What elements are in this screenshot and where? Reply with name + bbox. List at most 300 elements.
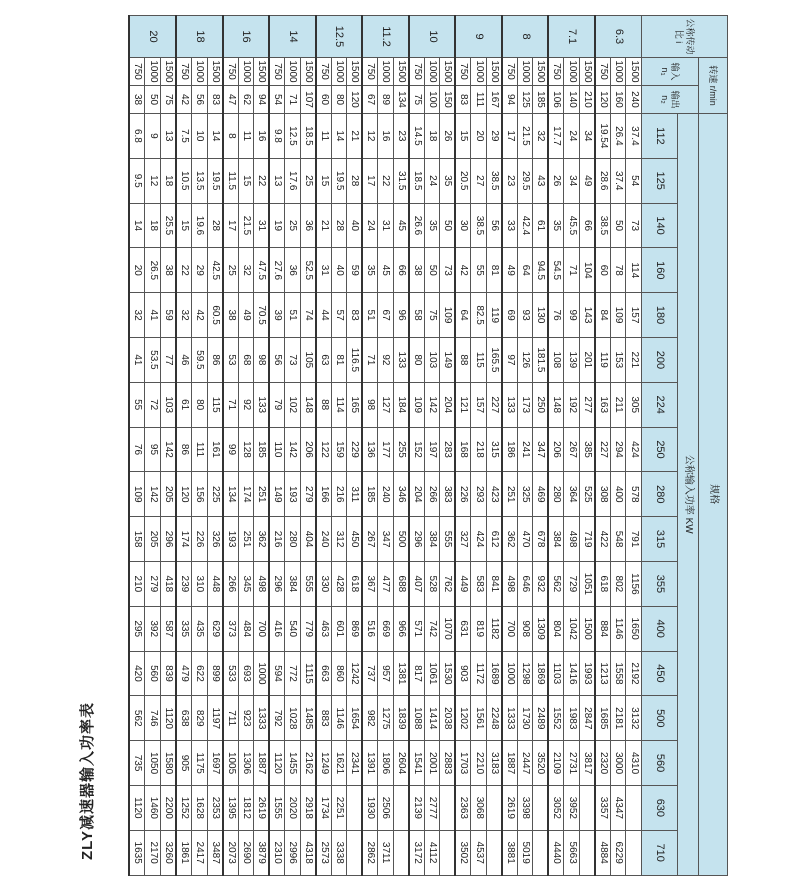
output-speed-cell: 54 — [269, 86, 285, 114]
power-cell: 174 — [176, 517, 192, 562]
power-cell: 15 — [238, 158, 254, 203]
table-row — [269, 16, 285, 876]
power-cell: 23 — [502, 158, 518, 203]
power-cell: 12.5 — [285, 114, 301, 159]
power-cell: 700 — [254, 606, 270, 651]
power-cell: 1252 — [176, 785, 192, 830]
output-speed-cell: 56 — [192, 86, 208, 114]
power-cell: 32 — [533, 114, 549, 159]
power-cell: 479 — [176, 651, 192, 696]
power-cell: 25.5 — [161, 203, 177, 248]
power-cell: 2573 — [316, 830, 332, 875]
power-cell: 161 — [207, 427, 223, 472]
power-cell: 60 — [595, 248, 611, 293]
power-cell: 46 — [176, 338, 192, 383]
power-cell: 3068 — [471, 785, 487, 830]
power-cell: 26.6 — [409, 203, 425, 248]
power-cell: 88 — [316, 382, 332, 427]
power-cell: 1156 — [626, 561, 642, 606]
power-cell: 22 — [254, 158, 270, 203]
power-cell: 56 — [269, 338, 285, 383]
power-cell: 470 — [517, 517, 533, 562]
power-cell: 1120 — [161, 696, 177, 741]
output-speed-cell: 185 — [533, 86, 549, 114]
power-cell: 578 — [626, 472, 642, 517]
power-cell: 24 — [564, 114, 580, 159]
power-cell: 500 — [393, 517, 409, 562]
power-cell: 66 — [393, 248, 409, 293]
size-header-500: 500 — [642, 696, 678, 741]
power-cell: 3502 — [455, 830, 471, 875]
power-cell: 404 — [300, 517, 316, 562]
power-cell: 227 — [595, 427, 611, 472]
output-speed-cell: 94 — [254, 86, 270, 114]
power-cell: 1306 — [238, 741, 254, 786]
power-cell: 114 — [331, 382, 347, 427]
output-speed-cell: 134 — [393, 86, 409, 114]
power-cell — [579, 830, 595, 875]
power-cell: 19.5 — [331, 158, 347, 203]
output-speed-cell: 47 — [223, 86, 239, 114]
power-cell: 899 — [207, 651, 223, 696]
power-cell: 152 — [409, 427, 425, 472]
header-output: 输出 n₂ — [642, 86, 699, 114]
power-cell: 923 — [238, 696, 254, 741]
power-cell: 116.5 — [347, 338, 363, 383]
power-cell: 73 — [626, 203, 642, 248]
power-cell: 294 — [610, 427, 626, 472]
power-cell: 69 — [502, 293, 518, 338]
power-cell: 41 — [145, 293, 161, 338]
size-header-450: 450 — [642, 651, 678, 696]
power-cell: 839 — [161, 651, 177, 696]
power-table-container — [128, 15, 728, 875]
power-cell: 2181 — [610, 696, 626, 741]
output-speed-cell: 38 — [129, 86, 145, 114]
power-cell: 83 — [347, 293, 363, 338]
power-cell: 57 — [331, 293, 347, 338]
power-cell: 2619 — [502, 785, 518, 830]
power-cell: 42.4 — [517, 203, 533, 248]
power-cell: 737 — [362, 651, 378, 696]
power-cell: 2001 — [424, 741, 440, 786]
input-speed-cell: 1000 — [378, 58, 394, 86]
power-cell: 267 — [564, 427, 580, 472]
power-cell: 29 — [192, 248, 208, 293]
power-cell: 251 — [502, 472, 518, 517]
power-cell: 362 — [254, 517, 270, 562]
power-cell: 525 — [579, 472, 595, 517]
power-cell: 2310 — [269, 830, 285, 875]
power-cell: 35 — [548, 203, 564, 248]
power-cell: 22 — [378, 158, 394, 203]
power-cell: 148 — [548, 382, 564, 427]
power-cell: 26 — [548, 158, 564, 203]
power-cell: 38.5 — [595, 203, 611, 248]
size-header-355: 355 — [642, 561, 678, 606]
power-cell: 2777 — [424, 785, 440, 830]
input-speed-cell: 750 — [409, 58, 425, 86]
power-cell: 392 — [145, 606, 161, 651]
power-cell: 4440 — [548, 830, 564, 875]
output-speed-cell: 94 — [502, 86, 518, 114]
power-cell: 817 — [409, 651, 425, 696]
power-cell: 1697 — [207, 741, 223, 786]
power-cell: 1175 — [192, 741, 208, 786]
power-cell: 49 — [502, 248, 518, 293]
power-cell — [533, 830, 549, 875]
power-cell: 1580 — [161, 741, 177, 786]
power-cell: 29.5 — [517, 158, 533, 203]
power-cell: 418 — [161, 561, 177, 606]
power-cell: 612 — [486, 517, 502, 562]
power-cell: 51 — [362, 293, 378, 338]
power-cell: 2251 — [331, 785, 347, 830]
power-cell: 53 — [223, 338, 239, 383]
power-cell: 860 — [331, 651, 347, 696]
power-cell: 8 — [223, 114, 239, 159]
power-cell: 12 — [145, 158, 161, 203]
power-cell: 92 — [238, 382, 254, 427]
power-cell: 110 — [269, 427, 285, 472]
power-cell: 35 — [440, 158, 456, 203]
power-cell: 226 — [455, 472, 471, 517]
power-cell: 345 — [238, 561, 254, 606]
power-cell: 98 — [254, 338, 270, 383]
power-cell: 11 — [238, 114, 254, 159]
power-cell: 148 — [300, 382, 316, 427]
power-cell: 1460 — [145, 785, 161, 830]
power-cell: 296 — [269, 561, 285, 606]
power-cell: 50 — [610, 203, 626, 248]
power-cell: 4347 — [610, 785, 626, 830]
power-cell: 31 — [316, 248, 332, 293]
power-cell: 1103 — [548, 651, 564, 696]
power-cell: 9.5 — [129, 158, 145, 203]
input-speed-cell: 1500 — [347, 58, 363, 86]
power-cell: 2353 — [207, 785, 223, 830]
power-cell: 28 — [331, 203, 347, 248]
power-cell: 38 — [161, 248, 177, 293]
power-cell: 21 — [347, 114, 363, 159]
table-row — [129, 16, 145, 876]
power-cell: 283 — [440, 427, 456, 472]
power-cell: 385 — [579, 427, 595, 472]
power-cell: 13 — [269, 158, 285, 203]
power-cell: 1395 — [223, 785, 239, 830]
power-cell: 10 — [192, 114, 208, 159]
output-speed-cell: 71 — [285, 86, 301, 114]
power-cell: 17 — [362, 158, 378, 203]
power-cell: 54.5 — [548, 248, 564, 293]
power-cell: 115 — [471, 338, 487, 383]
input-speed-cell: 1000 — [424, 58, 440, 86]
input-speed-cell: 1000 — [471, 58, 487, 86]
power-cell: 42 — [192, 293, 208, 338]
power-cell: 15 — [455, 114, 471, 159]
power-cell: 67 — [378, 293, 394, 338]
power-cell: 31 — [254, 203, 270, 248]
power-cell: 142 — [424, 382, 440, 427]
power-cell: 2341 — [347, 741, 363, 786]
input-speed-cell: 750 — [129, 58, 145, 86]
power-cell: 2248 — [486, 696, 502, 741]
power-cell: 32 — [238, 248, 254, 293]
size-header-630: 630 — [642, 785, 678, 830]
power-cell: 498 — [564, 517, 580, 562]
power-cell: 11 — [316, 114, 332, 159]
power-cell: 109 — [440, 293, 456, 338]
power-cell: 128 — [238, 427, 254, 472]
power-cell: 719 — [579, 517, 595, 562]
power-cell — [533, 785, 549, 830]
power-cell: 108 — [548, 338, 564, 383]
power-cell: 192 — [564, 382, 580, 427]
power-cell: 63 — [316, 338, 332, 383]
size-header-160: 160 — [642, 248, 678, 293]
output-speed-cell: 83 — [455, 86, 471, 114]
power-cell: 39 — [269, 293, 285, 338]
power-cell: 71 — [362, 338, 378, 383]
power-cell: 3357 — [595, 785, 611, 830]
power-cell: 1381 — [393, 651, 409, 696]
power-cell: 81 — [331, 338, 347, 383]
power-cell: 26.5 — [145, 248, 161, 293]
power-cell: 73 — [285, 338, 301, 383]
power-cell: 279 — [300, 472, 316, 517]
power-cell: 241 — [517, 427, 533, 472]
power-cell: 204 — [440, 382, 456, 427]
power-cell: 416 — [269, 606, 285, 651]
power-cell: 1869 — [533, 651, 549, 696]
table-row — [564, 16, 580, 876]
power-cell: 729 — [564, 561, 580, 606]
power-cell: 240 — [316, 517, 332, 562]
size-header-140: 140 — [642, 203, 678, 248]
input-speed-cell: 1500 — [300, 58, 316, 86]
power-cell: 184 — [393, 382, 409, 427]
power-cell: 28.6 — [595, 158, 611, 203]
power-cell: 4537 — [471, 830, 487, 875]
power-cell: 688 — [393, 561, 409, 606]
power-cell: 1887 — [254, 741, 270, 786]
power-cell: 23 — [393, 114, 409, 159]
power-cell: 296 — [161, 517, 177, 562]
header-input: 输入 n₁ — [642, 58, 699, 86]
input-speed-cell: 750 — [455, 58, 471, 86]
power-cell: 226 — [192, 517, 208, 562]
power-cell: 762 — [440, 561, 456, 606]
table-row — [238, 16, 254, 876]
power-cell: 193 — [285, 472, 301, 517]
ratio-cell: 18 — [176, 16, 223, 58]
power-cell: 1042 — [564, 606, 580, 651]
power-cell: 43 — [533, 158, 549, 203]
power-cell: 109 — [610, 293, 626, 338]
power-cell: 55 — [129, 382, 145, 427]
power-cell: 25 — [223, 248, 239, 293]
power-cell: 177 — [378, 427, 394, 472]
power-cell: 239 — [176, 561, 192, 606]
power-cell: 30 — [455, 203, 471, 248]
power-cell: 4318 — [300, 830, 316, 875]
power-cell: 528 — [424, 561, 440, 606]
ratio-cell: 8 — [502, 16, 549, 58]
power-cell: 587 — [161, 606, 177, 651]
power-cell: 99 — [223, 427, 239, 472]
power-cell: 310 — [192, 561, 208, 606]
power-cell: 1730 — [517, 696, 533, 741]
power-cell: 791 — [626, 517, 642, 562]
power-cell: 17.7 — [548, 114, 564, 159]
power-cell: 157 — [471, 382, 487, 427]
power-cell: 2619 — [254, 785, 270, 830]
power-cell: 449 — [455, 561, 471, 606]
power-cell: 197 — [424, 427, 440, 472]
ratio-cell: 7.1 — [548, 16, 595, 58]
power-cell: 20.5 — [455, 158, 471, 203]
size-header-250: 250 — [642, 427, 678, 472]
output-speed-cell: 160 — [610, 86, 626, 114]
power-cell: 362 — [502, 517, 518, 562]
power-cell: 71 — [223, 382, 239, 427]
power-cell: 88 — [455, 338, 471, 383]
power-cell: 24 — [362, 203, 378, 248]
output-speed-cell: 120 — [347, 86, 363, 114]
output-speed-cell: 42 — [176, 86, 192, 114]
power-cell: 64 — [455, 293, 471, 338]
power-cell: 280 — [285, 517, 301, 562]
table-row — [378, 16, 394, 876]
power-cell: 594 — [269, 651, 285, 696]
power-cell: 19.5 — [207, 158, 223, 203]
power-cell: 120 — [176, 472, 192, 517]
power-cell: 1061 — [424, 651, 440, 696]
power-cell: 34 — [564, 158, 580, 203]
power-cell: 2918 — [300, 785, 316, 830]
power-cell: 1028 — [285, 696, 301, 741]
ratio-cell: 10 — [409, 16, 456, 58]
power-cell: 3398 — [517, 785, 533, 830]
power-cell: 60.5 — [207, 293, 223, 338]
power-cell: 435 — [192, 606, 208, 651]
power-cell: 4884 — [595, 830, 611, 875]
power-cell: 1839 — [393, 696, 409, 741]
output-speed-cell: 111 — [471, 86, 487, 114]
power-cell: 142 — [285, 427, 301, 472]
power-cell: 86 — [176, 427, 192, 472]
power-cell: 1703 — [455, 741, 471, 786]
power-cell: 3260 — [161, 830, 177, 875]
power-cell: 315 — [486, 427, 502, 472]
power-cell: 1309 — [533, 606, 549, 651]
power-cell: 2690 — [238, 830, 254, 875]
power-cell: 45 — [378, 248, 394, 293]
power-cell: 181.5 — [533, 338, 549, 383]
power-cell: 15 — [316, 158, 332, 203]
output-speed-cell: 50 — [145, 86, 161, 114]
power-cell: 18.5 — [409, 158, 425, 203]
power-cell: 25 — [285, 203, 301, 248]
power-cell: 210 — [129, 561, 145, 606]
power-cell: 44 — [316, 293, 332, 338]
input-speed-cell: 1000 — [238, 58, 254, 86]
input-speed-cell: 750 — [595, 58, 611, 86]
power-cell: 20 — [129, 248, 145, 293]
table-row — [471, 16, 487, 876]
power-cell: 36 — [300, 203, 316, 248]
power-cell: 3817 — [579, 741, 595, 786]
power-cell: 32 — [176, 293, 192, 338]
power-cell: 3183 — [486, 741, 502, 786]
power-cell: 35 — [362, 248, 378, 293]
power-cell: 905 — [176, 741, 192, 786]
power-cell: 819 — [471, 606, 487, 651]
input-speed-cell: 1000 — [285, 58, 301, 86]
input-speed-cell: 750 — [316, 58, 332, 86]
power-cell: 2038 — [440, 696, 456, 741]
power-cell: 400 — [610, 472, 626, 517]
power-cell: 52.5 — [300, 248, 316, 293]
power-cell: 201 — [579, 338, 595, 383]
power-cell: 216 — [269, 517, 285, 562]
power-cell: 13.5 — [192, 158, 208, 203]
size-header-400: 400 — [642, 606, 678, 651]
page-title: ZLY减速器输入功率表 — [79, 702, 96, 860]
table-row — [517, 16, 533, 876]
power-cell: 3952 — [564, 785, 580, 830]
table-row — [331, 16, 347, 876]
power-cell: 103 — [424, 338, 440, 383]
power-cell: 1552 — [548, 696, 564, 741]
power-cell: 330 — [316, 561, 332, 606]
power-cell: 618 — [595, 561, 611, 606]
power-cell: 14 — [207, 114, 223, 159]
power-cell: 20 — [471, 114, 487, 159]
power-cell: 1650 — [626, 606, 642, 651]
power-cell: 255 — [393, 427, 409, 472]
power-cell: 59 — [161, 293, 177, 338]
table-row — [300, 16, 316, 876]
table-row — [254, 16, 270, 876]
table-row — [626, 16, 642, 876]
power-cell: 2320 — [595, 741, 611, 786]
input-speed-cell: 1500 — [579, 58, 595, 86]
power-cell: 133 — [502, 382, 518, 427]
power-cell: 583 — [471, 561, 487, 606]
power-cell: 1120 — [269, 741, 285, 786]
power-cell: 204 — [409, 472, 425, 517]
input-speed-cell: 1500 — [533, 58, 549, 86]
power-cell: 2417 — [192, 830, 208, 875]
power-cell: 367 — [362, 561, 378, 606]
power-cell: 407 — [409, 561, 425, 606]
power-cell: 18 — [145, 203, 161, 248]
power-cell: 119 — [595, 338, 611, 383]
power-cell: 6229 — [610, 830, 626, 875]
size-header-112: 112 — [642, 114, 678, 159]
power-cell: 105 — [300, 338, 316, 383]
power-cell: 3000 — [610, 741, 626, 786]
power-cell: 2200 — [161, 785, 177, 830]
size-header-125: 125 — [642, 158, 678, 203]
power-cell: 71 — [564, 248, 580, 293]
power-cell: 422 — [595, 517, 611, 562]
power-cell: 121 — [455, 382, 471, 427]
header-power: 公称输入功率 KW — [678, 114, 699, 876]
power-cell: 21.5 — [517, 114, 533, 159]
power-cell: 869 — [347, 606, 363, 651]
